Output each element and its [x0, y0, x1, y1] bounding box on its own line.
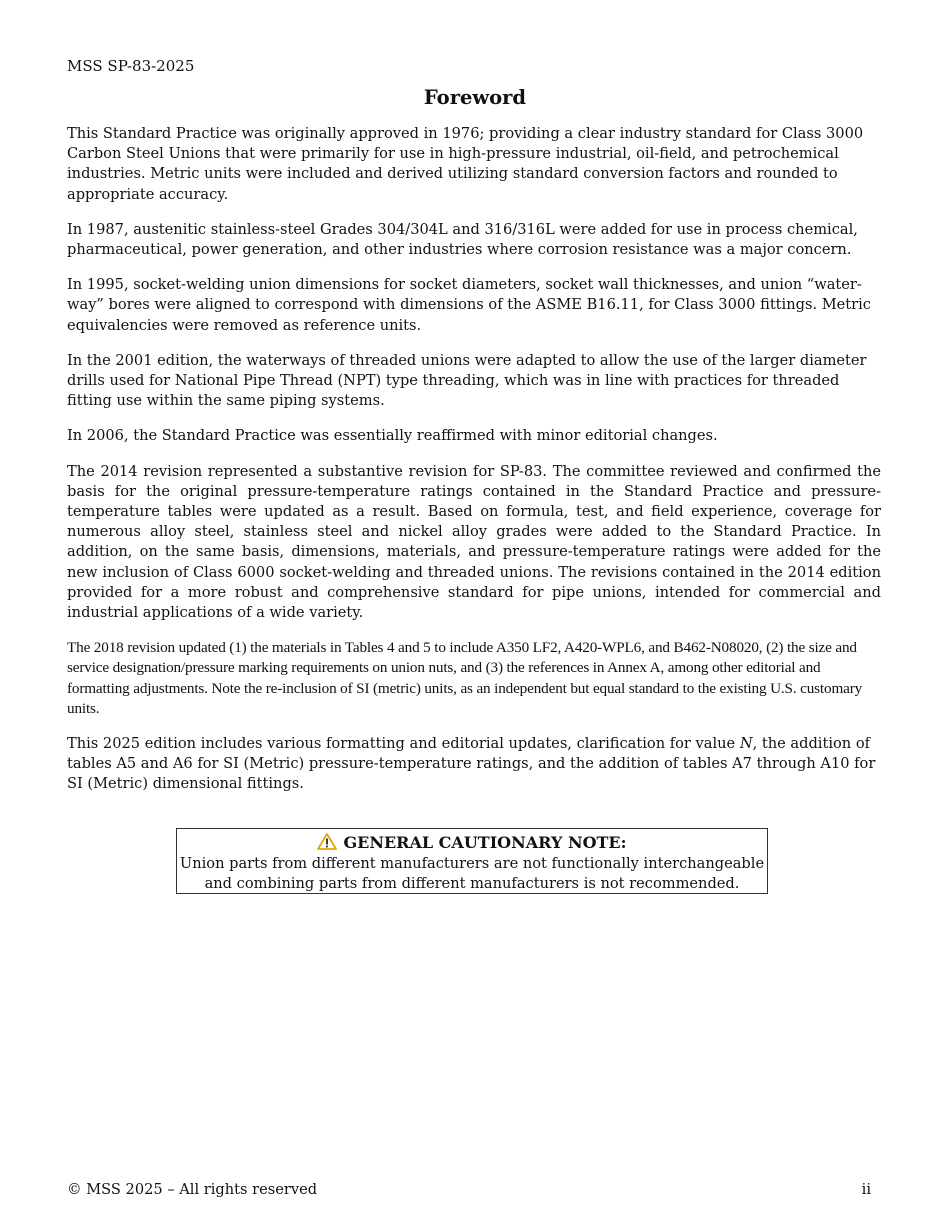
- paragraph-1995-dimensions: In 1995, socket-welding union dimensions for socket diameters, socket wall thicknesses, and union “water-way” bores were aligned to correspond with dimensions of the ASME B16.11, for Class 3000 fittings. Metric equivalencies were removed as reference units.: [67, 276, 871, 334]
- paragraph-1976-approval: This Standard Practice was originally approved in 1976; providing a clear industry standard for Class 3000 Carbon Steel Unions that were primarily for use in high-pressure industrial, oil-field, and petrochemical industries. Metric units were included and derived utilizing standard conversion factors and rounded to appropriate accuracy.: [67, 125, 864, 203]
- cautionary-note-line-1: Union parts from different manufacturers are not functionally interchangeable: [179, 854, 765, 872]
- paragraph-2025-text-end: , the addition of tables A5 and A6 for SI (Metric) pressure-temperature ratings, and the addition of tables A7 through A10 for SI (Metric) dimensional fittings.: [67, 735, 876, 793]
- paragraph-2001-edition: In the 2001 edition, the waterways of threaded unions were adapted to allow the use of the larger diameter drills used for National Pipe Thread (NPT) type threading, which was in line with practices for threaded fitting use within the same piping systems.: [67, 351, 867, 410]
- foreword-body: [67, 124, 881, 810]
- value-n-italic: N: [739, 735, 753, 753]
- paragraph-2025-edition: [67, 734, 881, 795]
- paragraph-2006-reaffirmed: In 2006, the Standard Practice was essentially reaffirmed with minor editorial changes.: [67, 427, 718, 445]
- cautionary-note-heading: GENERAL CAUTIONARY NOTE:: [343, 833, 627, 852]
- paragraph-2014-revision: The 2014 revision represented a substantive revision for SP-83. The committee reviewed and confirmed the basis for the original pressure-temperature ratings contained in the Standard Practice and pressure-temperature tables were updated as a result. Based on formula, test, and field experience, coverage for numerous alloy steel, stainless steel and nickel alloy grades were added to the Standard Practice. In addition, on the same basis, dimensions, materials, and pressure-temperature ratings were added for the new inclusion of Class 6000 socket-welding and threaded unions. The revisions contained in the 2014 edition provided for a more robust and comprehensive standard for pipe unions, intended for commercial and industrial applications of a wide variety.: [67, 462, 881, 622]
- document-identifier: MSS SP-83-2025: [67, 57, 195, 75]
- cautionary-note-box: [176, 828, 768, 894]
- page-title: Foreword: [423, 86, 527, 109]
- warning-triangle-icon: [317, 833, 337, 850]
- paragraph-1987-grades: In 1987, austenitic stainless-steel Grades 304/304L and 316/316L were added for use in process chemical, pharmaceutical, power generation, and other industries where corrosion resistance was a major concern.: [67, 220, 858, 259]
- cautionary-note-heading-row: [177, 833, 767, 854]
- footer-page-number: ii: [861, 1181, 871, 1198]
- paragraph-2018-revision: The 2018 revision updated (1) the materials in Tables 4 and 5 to include A350 LF2, A420-WPL6, and B462-N08020, (2) the size and service designation/pressure marking requirements on union nuts, and (3) the references in Annex A, among other editorial and formatting adjustments. Note the re-inclusion of SI (metric) units, as an independent but equal standard to the existing U.S. customary units.: [67, 639, 863, 717]
- footer-copyright: © MSS 2025 – All rights reserved: [67, 1181, 318, 1198]
- cautionary-note-line-2: and combining parts from different manufacturers is not recommended.: [204, 875, 740, 892]
- paragraph-2025-text-start: This 2025 edition includes various formatting and editorial updates, clarification for value: [67, 735, 740, 753]
